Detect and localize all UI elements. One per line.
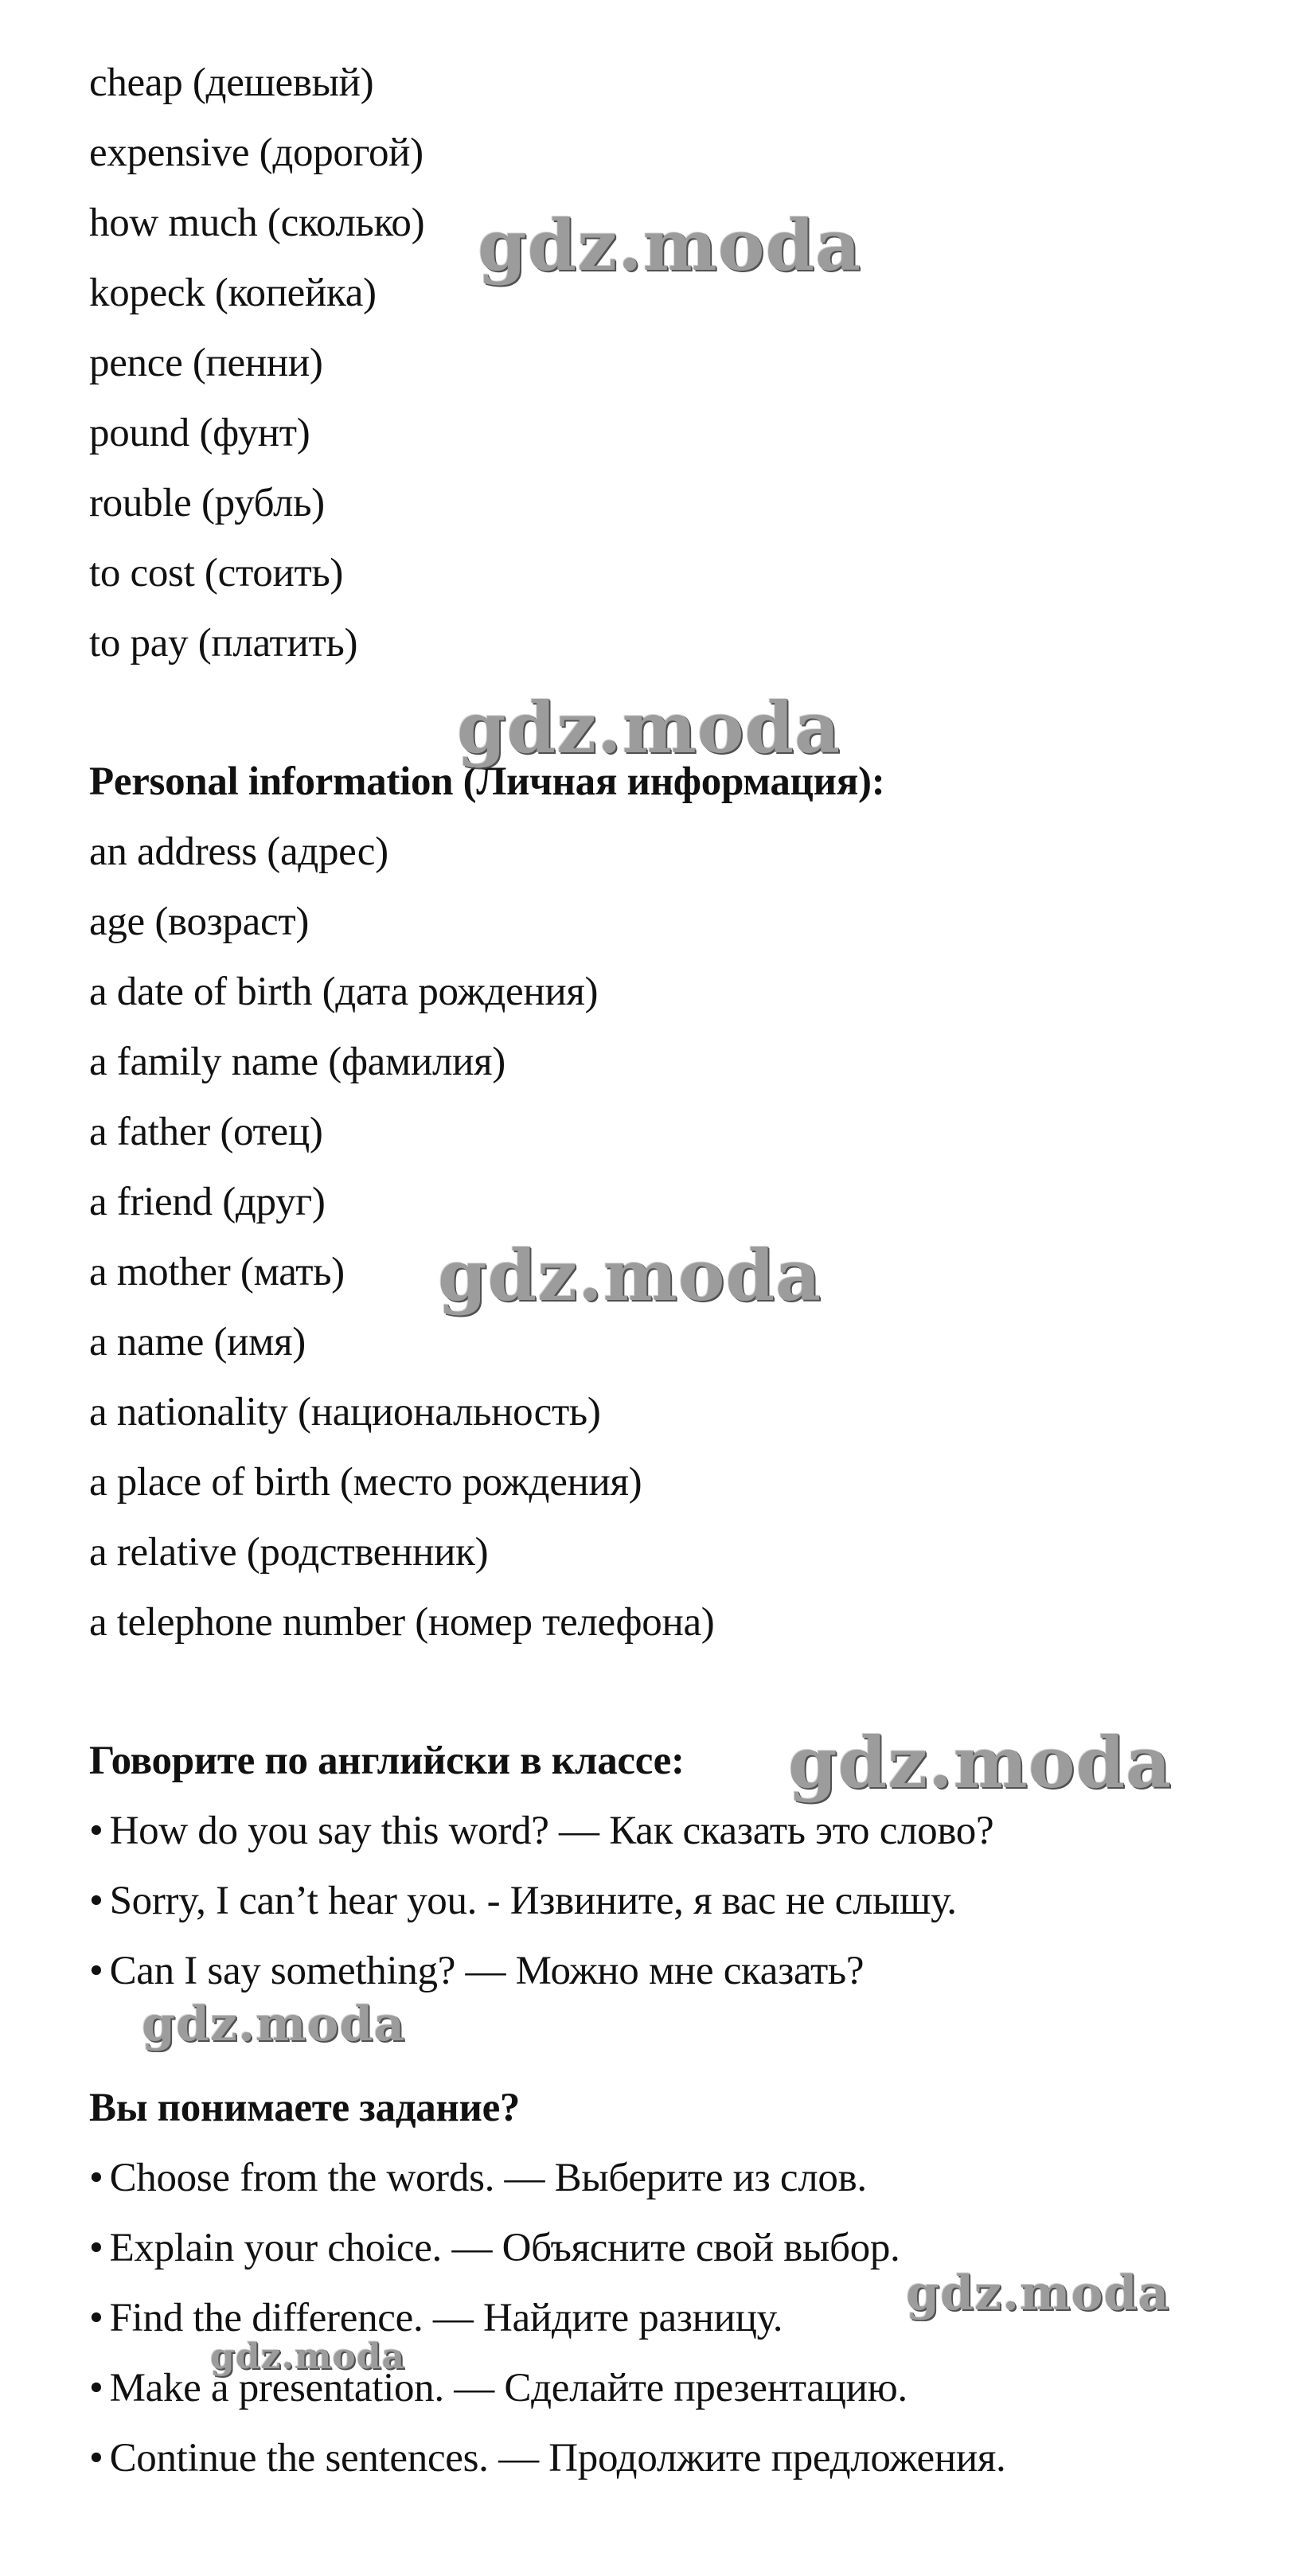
vocab-line: kopeck (копейка): [89, 271, 377, 315]
bullet-item: [89, 2434, 1006, 2482]
vocab-line: a father (отец): [89, 1110, 323, 1154]
section-heading-personal: Personal information (Личная информация):: [89, 759, 885, 804]
bullet-text: Sorry, I can’t hear you. - Извините, я вас не слышу.: [109, 1879, 957, 1923]
watermark: gdz.moda: [906, 2266, 1170, 2321]
bullet-item: [89, 1807, 993, 1855]
bullet-text: Continue the sentences. — Продолжите предложения.: [109, 2436, 1006, 2480]
watermark: gdz.moda: [457, 686, 841, 769]
bullet-mark: •: [89, 2226, 103, 2270]
vocab-line: a relative (родственник): [89, 1530, 489, 1575]
vocab-line: a friend (друг): [89, 1180, 326, 1224]
bullet-mark: •: [89, 1809, 103, 1853]
watermark: gdz.moda: [210, 2336, 406, 2377]
bullet-item: [89, 2154, 867, 2202]
bullet-text: Explain your choice. — Объясните свой выбор.: [109, 2226, 900, 2270]
vocab-line: a telephone number (номер телефона): [89, 1600, 715, 1645]
watermark: gdz.moda: [438, 1234, 822, 1317]
bullet-text: How do you say this word? — Как сказать это слово?: [109, 1809, 994, 1853]
vocab-line: age (возраст): [89, 900, 310, 944]
vocab-line: a mother (мать): [89, 1250, 345, 1294]
vocab-line: a place of birth (место рождения): [89, 1460, 642, 1505]
watermark: gdz.moda: [142, 1996, 406, 2052]
vocab-line: pence (пенни): [89, 341, 323, 385]
vocab-line: how much (сколько): [89, 201, 425, 245]
bullet-mark: •: [89, 2296, 103, 2340]
vocab-line: a family name (фамилия): [89, 1040, 505, 1084]
vocab-line: expensive (дорогой): [89, 131, 424, 175]
bullet-item: [89, 2294, 783, 2342]
vocab-line: to pay (платить): [89, 621, 358, 665]
watermark: gdz.moda: [788, 1721, 1173, 1804]
bullet-mark: •: [89, 1949, 103, 1993]
bullet-text: Find the difference. — Найдите разницу.: [109, 2296, 783, 2340]
bullet-mark: •: [89, 1879, 103, 1923]
bullet-item: [89, 1947, 864, 1995]
section-heading-classroom: Говорите по английски в классе:: [89, 1739, 685, 1783]
vocab-line: a name (имя): [89, 1320, 306, 1364]
section-heading-task: Вы понимаете задание?: [89, 2086, 521, 2130]
bullet-item: [89, 2364, 908, 2412]
bullet-item: [89, 2224, 900, 2272]
vocab-line: rouble (рубль): [89, 481, 325, 525]
watermark: gdz.moda: [478, 204, 862, 287]
bullet-text: Make a presentation. — Сделайте презентацию.: [109, 2366, 908, 2410]
vocab-line: to cost (стоить): [89, 551, 344, 595]
bullet-text: Choose from the words. — Выберите из слов.: [109, 2156, 867, 2200]
vocab-line: an address (адрес): [89, 829, 388, 874]
bullet-item: [89, 1877, 957, 1925]
bullet-text: Can I say something? — Можно мне сказать?: [109, 1949, 865, 1993]
bullet-mark: •: [89, 2436, 103, 2480]
bullet-mark: •: [89, 2366, 103, 2410]
vocab-line: cheap (дешевый): [89, 60, 374, 105]
vocab-line: a nationality (национальность): [89, 1390, 601, 1434]
bullet-mark: •: [89, 2156, 103, 2200]
vocab-line: a date of birth (дата рождения): [89, 970, 599, 1014]
vocab-line: pound (фунт): [89, 411, 310, 455]
